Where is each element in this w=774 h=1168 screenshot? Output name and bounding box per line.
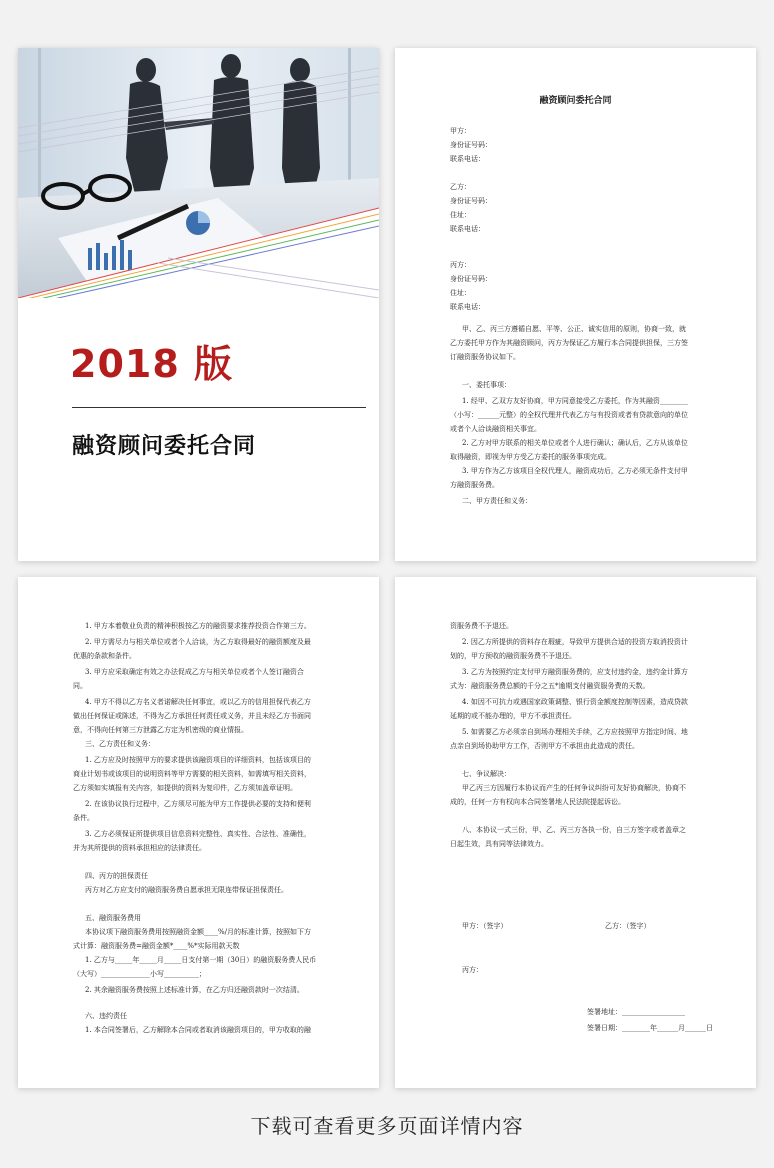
text-line: 2. 因乙方所提供的资料存在瑕疵，导致甲方提供合适的投资方取消投资计: [462, 638, 688, 646]
text-line: 联系电话：: [450, 303, 485, 311]
text-line: 式为：融资服务费总额的千分之五*逾期支付融资服务费的天数。: [450, 682, 650, 690]
text-line: 甲方：: [450, 127, 471, 135]
text-line: 1. 乙方与_____年_____月_____日支付第一期（30日）的融资服务费人民币: [85, 956, 317, 964]
cover-year: 2018 版: [70, 342, 233, 386]
text-line: 本协议项下融资服务费用按照融资金额____%/月的标准计算，按照如下方: [85, 928, 312, 936]
text-line: 乙方委托甲方作为其融资顾问，丙方为保证乙方履行本合同提供担保，三方签: [450, 339, 688, 347]
text-line: 3. 乙方为按照约定支付甲方融资服务费的，应支付违约金，违约金计算方: [462, 668, 688, 676]
contract-title: 融资顾问委托合同: [539, 96, 612, 106]
text-line: 1. 经甲、乙双方友好协商，甲方同意接受乙方委托，作为其融资________: [462, 397, 688, 405]
text-line: 4. 甲方不得以乙方名义者诺解决任何事宜，或以乙方的信用担保代表乙方: [85, 698, 311, 706]
text-line: 丙方对乙方应支付的融资服务费自愿承担无限连带保证担保责任。: [85, 886, 288, 894]
section-heading: 三、乙方责任和义务：: [85, 740, 155, 748]
text-line: 订融资服务协议如下。: [450, 353, 520, 361]
signing-place: 签署地址：__________________: [587, 1008, 685, 1016]
section-heading: 六、违约责任: [85, 1012, 127, 1020]
contract-page-2: [18, 577, 379, 1088]
cover-title: 融资顾问委托合同: [72, 434, 257, 459]
text-line: 2. 在该协议执行过程中，乙方须尽可能为甲方工作提供必要的支持和便利: [85, 800, 311, 808]
cover-divider: [72, 407, 366, 408]
text-line: 身份证号码：: [450, 141, 492, 149]
text-line: 1. 甲方本着敬业负责的精神积极按乙方的融资要求推荐投资合作第三方。: [85, 622, 311, 630]
text-line: 延期的或不能办理的，甲方不承担责任。: [450, 712, 576, 720]
text-line: 2. 其余融资服务费按照上述标准计算，在乙方归还融资款时一次结清。: [85, 986, 304, 994]
signing-date: 签署日期：________年______月______日: [587, 1024, 713, 1032]
text-line: （大写）______________小写__________；: [73, 970, 206, 978]
text-line: 日起生效，具有同等法律效力。: [450, 840, 548, 848]
text-line: （小写：______元整）的全权代理并代表乙方与有投资或者有贷款意向的单位: [450, 411, 688, 419]
text-line: 身份证号码：: [450, 197, 492, 205]
section-heading: 一、委托事项：: [462, 381, 511, 389]
text-line: 身份证号码：: [450, 275, 492, 283]
section-heading: 二、甲方责任和义务：: [462, 497, 532, 505]
text-line: 3. 甲方作为乙方该项目全权代理人，融资成功后，乙方必须无条件支付甲: [462, 467, 688, 475]
text-line: 联系电话：: [450, 155, 485, 163]
section-heading: 四、丙方的担保责任: [85, 872, 148, 880]
text-line: 4. 如因不可抗力或遇国家政策调整、银行资金额度控制等因素，造成贷款: [462, 698, 688, 706]
text-line: 1. 乙方应及时按照甲方的要求提供该融资项目的详细资料，包括该项目的: [85, 756, 311, 764]
text-line: 2. 乙方对甲方联系的相关单位或者个人进行确认；确认后，乙方从该单位: [462, 439, 688, 447]
business-handshake-photo: [18, 48, 379, 298]
text-line: 方融资服务费。: [450, 481, 499, 489]
text-line: 甲、乙、丙三方遵循自愿、平等、公正、诚实信用的原则，协商一致，就: [462, 325, 686, 333]
text-line: 乙方须如实填报有关内容，如提供的资料为复印件，乙方须加盖章证明。: [73, 784, 297, 792]
text-line: 优惠的条款和条件。: [73, 652, 136, 660]
text-line: 5. 如需要乙方必须亲自到场办理相关手续，乙方应按照甲方指定时间、地: [462, 728, 688, 736]
text-line: 划的，甲方预收的融资服务费不予退还。: [450, 652, 576, 660]
text-line: 条件。: [73, 814, 94, 822]
download-caption: 下载可查看更多页面详情内容: [250, 1114, 524, 1138]
text-line: 式计算：融资服务费=融资金额*____%*实际用款天数: [73, 942, 240, 950]
signature-party-b: 乙方：（签字）: [605, 922, 651, 930]
text-line: 住址：: [450, 211, 471, 219]
text-line: 2. 甲方需尽力与相关单位或者个人洽谈，为乙方取得最好的融资额度及最: [85, 638, 311, 646]
section-heading: 七、争议解决：: [462, 770, 511, 778]
text-line: 意，不得向任何第三方泄露乙方定为机密级的商业情报。: [73, 726, 248, 734]
text-line: 成的，任何一方有权向本合同签署地人民法院提起诉讼。: [450, 798, 625, 806]
text-line: 八、本协议一式三份，甲、乙、丙三方各执一份，自三方签字或者盖章之: [462, 826, 686, 834]
signature-party-c: 丙方：: [462, 966, 483, 974]
text-line: 资服务费不予退还。: [450, 622, 513, 630]
text-line: 乙方：: [450, 183, 471, 191]
text-line: 商业计划书或该项目的说明资料等甲方需要的相关资料，如需填写相关资料，: [73, 770, 311, 778]
text-line: 联系电话：: [450, 225, 485, 233]
contract-page-3: [395, 577, 756, 1088]
text-line: 甲乙丙三方因履行本协议而产生的任何争议纠纷可友好协商解决，协商不: [462, 784, 686, 792]
text-line: 或者个人洽谈融资相关事宜。: [450, 425, 541, 433]
text-line: 1. 本合同签署后，乙方解除本合同或者取消该融资项目的，甲方收取的融: [85, 1026, 311, 1034]
section-heading: 五、融资服务费用: [85, 914, 141, 922]
text-line: 住址：: [450, 289, 471, 297]
text-line: 3. 甲方应采取确定有效之办法促成乙方与相关单位或者个人签订融资合: [85, 668, 304, 676]
text-line: 同。: [73, 682, 87, 690]
text-line: 做出任何保证或陈述，不得为乙方承担任何责任或义务，并且未经乙方书面同: [73, 712, 311, 720]
cover-page: [18, 48, 379, 561]
text-line: 并为其所提供的资料承担相应的法律责任。: [73, 844, 206, 852]
text-line: 取得融资，即视为甲方受乙方委托的服务事项完成。: [450, 453, 611, 461]
text-line: 丙方：: [450, 261, 471, 269]
contract-page-1: [395, 48, 756, 561]
text-line: 3. 乙方必须保证所提供项目信息资料完整性、真实性、合法性、准确性，: [85, 830, 311, 838]
signature-party-a: 甲方：（签字）: [462, 922, 508, 930]
text-line: 点亲自到场协助甲方工作，否则甲方不承担由此造成的责任。: [450, 742, 639, 750]
